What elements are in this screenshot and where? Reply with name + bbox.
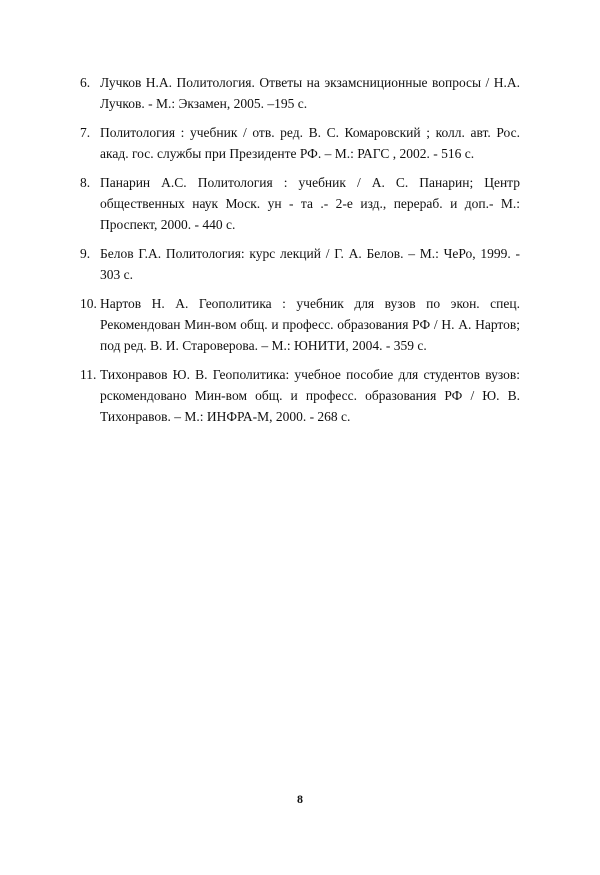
- reference-item: [80, 364, 520, 427]
- reference-list: [80, 72, 520, 435]
- reference-number: 6.: [80, 75, 91, 90]
- reference-item: [80, 172, 520, 235]
- reference-text: Нартов Н. А. Геополитика : учебник для вузов по экон. спец. Рекомендован Мин-вом общ. и професс. образования РФ / Н. А. Нартов; под ред. В. И. Староверова. – М.: ЮНИТИ, 2004. - 359 с.: [100, 296, 520, 353]
- reference-number: 8.: [80, 175, 91, 190]
- reference-text: Политология : учебник / отв. ред. В. С. Комаровский ; колл. авт. Рос. акад. гос. службы при Президенте РФ. – М.: РАГС , 2002. - 516 с.: [100, 125, 520, 161]
- reference-item: [80, 122, 520, 164]
- page-number: 8: [297, 792, 303, 806]
- reference-item: [80, 243, 520, 285]
- reference-number: 7.: [80, 125, 91, 140]
- reference-item: [80, 72, 520, 114]
- reference-number: 11.: [80, 367, 97, 382]
- reference-number: 10.: [80, 296, 97, 311]
- reference-text: Панарин А.С. Политология : учебник / А. С. Панарин; Центр общественных наук Моск. ун - та .- 2-е изд., перераб. и доп.- М.: Проспект, 2000. - 440 с.: [100, 175, 520, 232]
- reference-text: Лучков Н.А. Политология. Ответы на экзамсниционные вопросы / Н.А. Лучков. - М.: Экзамен, 2005. –195 с.: [100, 75, 520, 111]
- reference-text: Тихонравов Ю. В. Геополитика: учебное пособие для студентов вузов: рскомендовано Мин-вом общ. и професс. образования РФ / Ю. В. Тихонравов. – М.: ИНФРА-М, 2000. - 268 с.: [100, 367, 520, 424]
- reference-text: Белов Г.А. Политология: курс лекций / Г. А. Белов. – М.: ЧеРо, 1999. - 303 с.: [100, 246, 520, 282]
- reference-number: 9.: [80, 246, 91, 261]
- reference-item: [80, 293, 520, 356]
